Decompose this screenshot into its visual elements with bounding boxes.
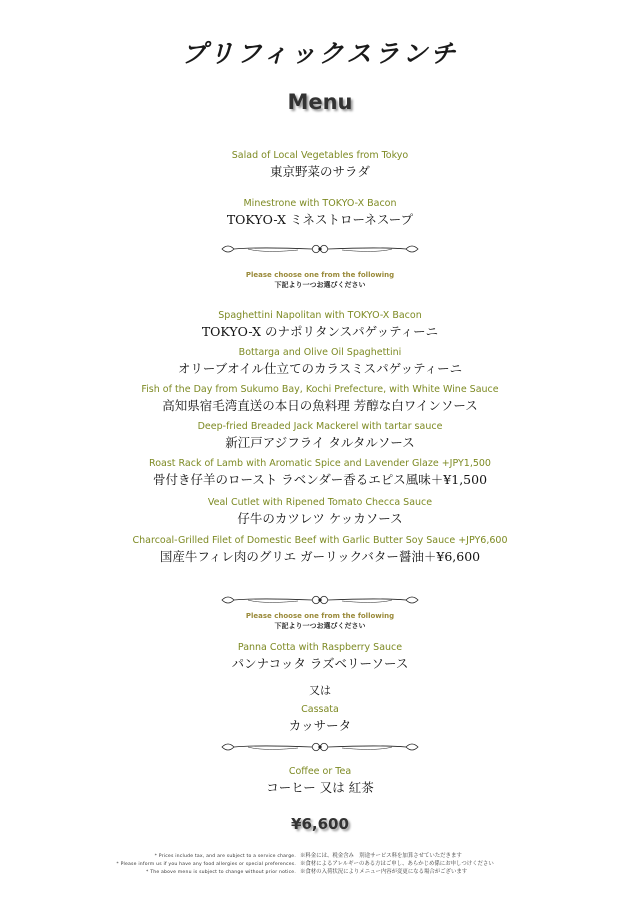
menu-heading: Menu [287, 90, 353, 114]
drink-item [0, 766, 640, 796]
starter-ja: 東京野菜のサラダ [270, 164, 370, 179]
page-title: プリフィックスランチ [181, 39, 459, 68]
drink-ja: コーヒー 又は 紅茶 [266, 780, 374, 795]
dessert-or: 又は [309, 684, 331, 697]
notes-japanese [300, 852, 494, 876]
choose-notice [0, 611, 640, 632]
dessert-ja: カッサータ [288, 718, 352, 733]
main-ja: 高知県宿毛湾直送の本日の魚料理 芳醇な白ワインソース [162, 398, 478, 413]
choose-notice-ja: 下記より一つお選びください [274, 622, 366, 630]
main-item [0, 421, 640, 451]
main-item [0, 458, 640, 488]
main-ja: オリーブオイル仕立てのカラスミスパゲッティーニ [177, 361, 463, 376]
dessert-separator [0, 681, 640, 699]
main-en: Spaghettini Napolitan with TOKYO-X Bacon [218, 310, 422, 321]
starter-ja: TOKYO-X ミネストローネスープ [226, 212, 414, 227]
main-item [0, 310, 640, 340]
main-item [0, 347, 640, 377]
menu-price: ¥6,600 [291, 815, 349, 833]
main-en: Deep-fried Breaded Jack Mackerel with tartar sauce [197, 421, 443, 432]
main-ja: 骨付き仔羊のロースト ラベンダー香るエピス風味＋¥1,500 [152, 472, 488, 487]
main-en: Charcoal-Grilled Filet of Domestic Beef with Garlic Butter Soy Sauce +JPY6,600 [132, 535, 508, 546]
main-item [0, 497, 640, 527]
dessert-en: Cassata [301, 704, 339, 715]
ornament-divider [218, 591, 422, 609]
main-item [0, 384, 640, 414]
note-line: ※料金には、税金含み 別途サービス料を加算させていただきます [300, 853, 462, 859]
choose-notice [0, 270, 640, 291]
note-line: * Please inform us if you have any food allergies or special preferences. [116, 862, 296, 867]
note-line: ※食材の入荷状況によりメニュー内容が変更になる場合がございます [300, 869, 468, 875]
choose-notice-en: Please choose one from the following [245, 612, 395, 620]
starter-item [0, 198, 640, 228]
choose-notice-en: Please choose one from the following [245, 271, 395, 279]
drink-en: Coffee or Tea [288, 766, 352, 777]
main-en: Roast Rack of Lamb with Aromatic Spice and Lavender Glaze +JPY1,500 [149, 458, 491, 469]
ornament-divider [218, 240, 422, 258]
dessert-item [0, 642, 640, 672]
note-line: * The above menu is subject to change without prior notice. [146, 870, 296, 875]
ornament-divider [218, 738, 422, 756]
starter-item [0, 150, 640, 180]
main-item [0, 535, 640, 565]
choose-notice-ja: 下記より一つお選びください [274, 281, 366, 289]
dessert-ja: パンナコッタ ラズベリーソース [231, 656, 409, 671]
main-ja: 新江戸アジフライ タルタルソース [225, 435, 415, 450]
main-ja: 仔牛のカツレツ ケッカソース [237, 511, 403, 526]
main-ja: TOKYO-X のナポリタンスパゲッティーニ [201, 324, 439, 339]
notes-english [116, 853, 296, 877]
dessert-item [0, 704, 640, 734]
dessert-en: Panna Cotta with Raspberry Sauce [237, 642, 403, 653]
starter-en: Salad of Local Vegetables from Tokyo [231, 150, 409, 161]
main-ja: 国産牛フィレ肉のグリエ ガーリックバター醤油＋¥6,600 [159, 549, 481, 564]
starter-en: Minestrone with TOKYO-X Bacon [243, 198, 397, 209]
note-line: * Prices include tax, and are subject to a service charge. [154, 854, 296, 859]
main-en: Veal Cutlet with Ripened Tomato Checca Sauce [207, 497, 433, 508]
main-en: Fish of the Day from Sukumo Bay, Kochi Prefecture, with White Wine Sauce [141, 384, 499, 395]
main-en: Bottarga and Olive Oil Spaghettini [238, 347, 402, 358]
note-line: ※食材によるアレルギーのある方はご申し、あらかじめ係にお申しつけください [300, 861, 494, 867]
